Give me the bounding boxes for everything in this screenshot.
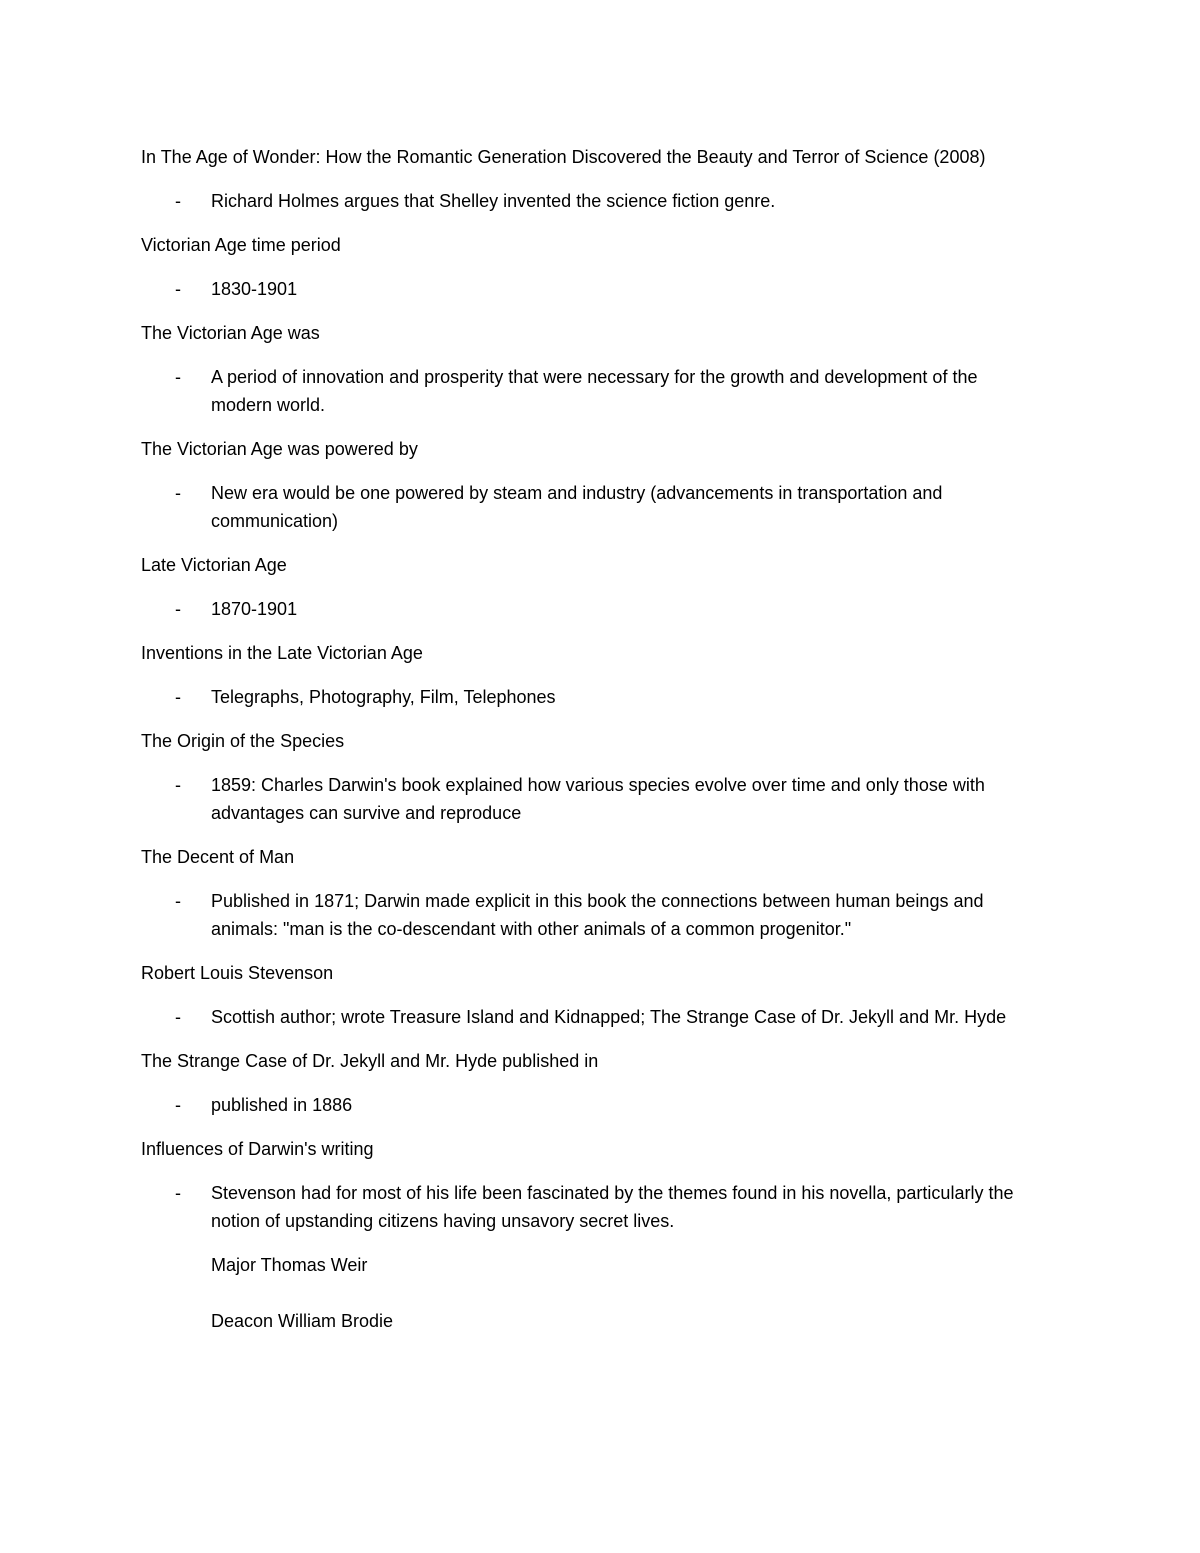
bullet-item	[141, 683, 1041, 711]
section-late-victorian	[141, 551, 1041, 623]
dash-marker: -	[175, 191, 181, 211]
section-heading: Robert Louis Stevenson	[141, 963, 334, 983]
dash-marker: -	[175, 687, 181, 707]
section-heading: Influences of Darwin's writing	[141, 1139, 374, 1159]
section-decent-of-man	[141, 843, 1041, 943]
document-page	[141, 143, 1041, 1363]
bullet-item	[141, 275, 1041, 303]
section-inventions	[141, 639, 1041, 711]
bullet-text: A period of innovation and prosperity that were necessary for the growth and development of the modern world.	[211, 367, 978, 415]
bullet-item	[141, 595, 1041, 623]
section-victorian-time-period	[141, 231, 1041, 303]
section-victorian-age-was	[141, 319, 1041, 419]
dash-marker: -	[175, 483, 181, 503]
bullet-item	[141, 771, 1041, 827]
section-jekyll-published	[141, 1047, 1041, 1119]
dash-marker: -	[175, 891, 181, 911]
section-heading: The Origin of the Species	[141, 731, 345, 751]
bullet-item	[141, 1179, 1041, 1235]
bullet-text: New era would be one powered by steam and industry (advancements in transportation and communication)	[211, 483, 943, 531]
bullet-item	[141, 887, 1041, 943]
dash-marker: -	[175, 1007, 181, 1027]
bullet-text: Scottish author; wrote Treasure Island and Kidnapped; The Strange Case of Dr. Jekyll and Mr. Hyde	[211, 1007, 1007, 1027]
bullet-text: Stevenson had for most of his life been fascinated by the themes found in his novella, particularly the notion of upstanding citizens having unsavory secret lives.	[211, 1183, 1014, 1231]
indented-line: Major Thomas Weir	[211, 1255, 368, 1275]
section-heading: Inventions in the Late Victorian Age	[141, 643, 423, 663]
section-origin-of-species	[141, 727, 1041, 827]
bullet-item	[141, 479, 1041, 535]
bullet-text: published in 1886	[211, 1095, 353, 1115]
section-robert-louis-stevenson	[141, 959, 1041, 1031]
dash-marker: -	[175, 599, 181, 619]
dash-marker: -	[175, 1183, 181, 1203]
dash-marker: -	[175, 775, 181, 795]
bullet-text: 1830-1901	[211, 279, 298, 299]
section-heading: The Decent of Man	[141, 847, 295, 867]
bullet-text: Telegraphs, Photography, Film, Telephones	[211, 687, 556, 707]
section-heading: In The Age of Wonder: How the Romantic Generation Discovered the Beauty and Terror of Science (2008)	[141, 147, 986, 167]
section-heading: The Victorian Age was	[141, 323, 320, 343]
section-heading: Late Victorian Age	[141, 555, 287, 575]
section-heading: The Victorian Age was powered by	[141, 439, 418, 459]
section-heading: The Strange Case of Dr. Jekyll and Mr. Hyde published in	[141, 1051, 599, 1071]
section-victorian-powered-by	[141, 435, 1041, 535]
bullet-item	[141, 1003, 1041, 1031]
section-age-of-wonder	[141, 143, 1041, 215]
section-darwin-influences	[141, 1135, 1041, 1335]
bullet-text: 1859: Charles Darwin's book explained how various species evolve over time and only those with advantages can survive and reproduce	[211, 775, 985, 823]
section-heading: Victorian Age time period	[141, 235, 341, 255]
dash-marker: -	[175, 279, 181, 299]
bullet-text: Published in 1871; Darwin made explicit in this book the connections between human beings and animals: "man is the co-descendant with other animals of a common progenitor."	[211, 891, 984, 939]
bullet-text: 1870-1901	[211, 599, 298, 619]
bullet-item	[141, 187, 1041, 215]
indented-line: Deacon William Brodie	[211, 1311, 394, 1331]
dash-marker: -	[175, 367, 181, 387]
dash-marker: -	[175, 1095, 181, 1115]
bullet-item	[141, 1091, 1041, 1119]
bullet-item	[141, 363, 1041, 419]
bullet-text: Richard Holmes argues that Shelley invented the science fiction genre.	[211, 191, 776, 211]
